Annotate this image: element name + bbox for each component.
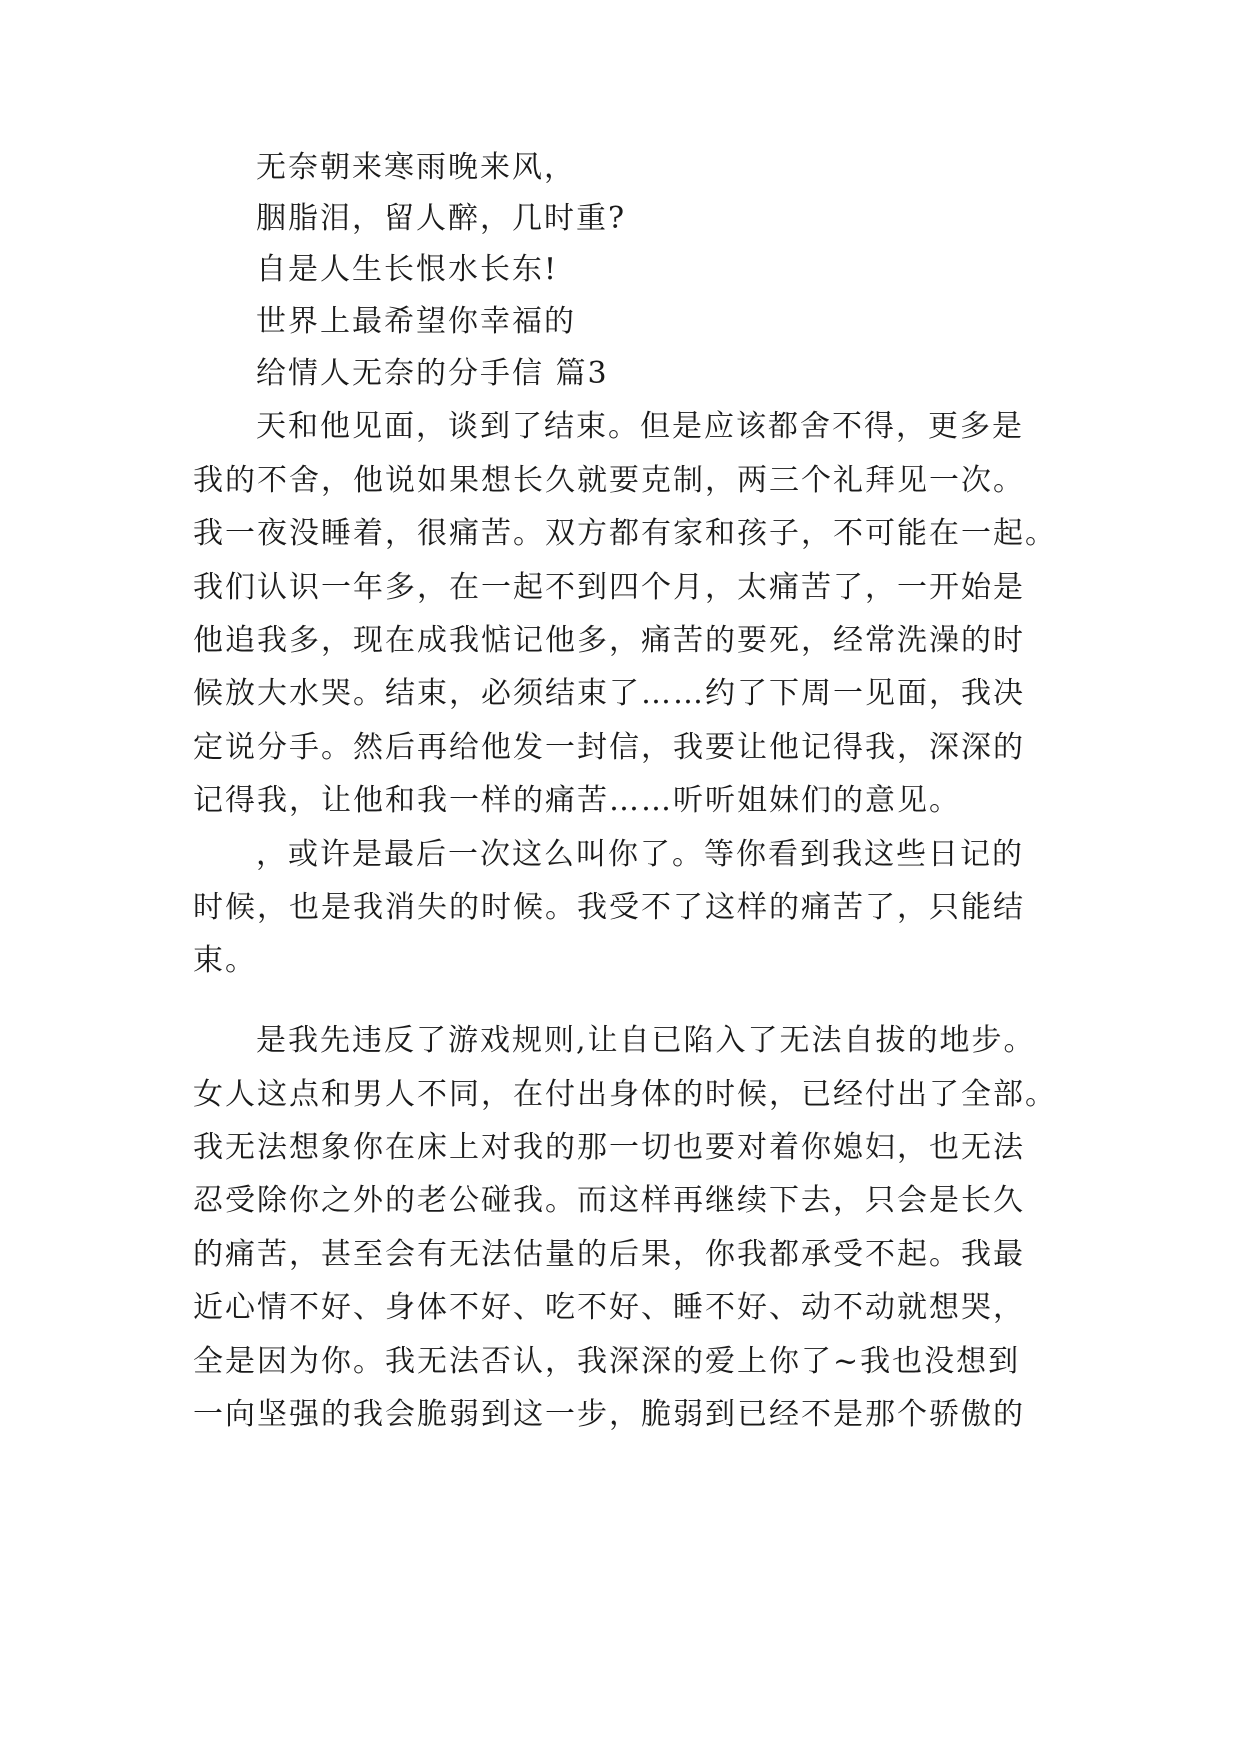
- paragraph-line: 我一夜没睡着，很痛苦。双方都有家和孩子，不可能在一起。: [193, 516, 1057, 551]
- paragraph-line: 我无法想象你在床上对我的那一切也要对着你媳妇，也无法: [193, 1130, 1025, 1165]
- paragraph-line: 我们认识一年多，在一起不到四个月，太痛苦了，一开始是: [193, 570, 1025, 605]
- poem-line: 无奈朝来寒雨晚来风，: [256, 150, 576, 185]
- paragraph-line: 忍受除你之外的老公碰我。而这样再继续下去，只会是长久: [193, 1183, 1025, 1218]
- paragraph-line: 天和他见面，谈到了结束。但是应该都舍不得，更多是: [256, 409, 1024, 444]
- poem-line: 世界上最希望你幸福的: [256, 304, 576, 339]
- section-heading: 给情人无奈的分手信 篇3: [256, 356, 609, 391]
- paragraph-line: 我的不舍，他说如果想长久就要克制，两三个礼拜见一次。: [193, 463, 1025, 498]
- paragraph-line: 束。: [193, 943, 257, 978]
- paragraph-line: 一向坚强的我会脆弱到这一步，脆弱到已经不是那个骄傲的: [193, 1397, 1025, 1432]
- paragraph-line: 定说分手。然后再给他发一封信，我要让他记得我，深深的: [193, 730, 1025, 765]
- paragraph-line: 他追我多，现在成我惦记他多，痛苦的要死，经常洗澡的时: [193, 623, 1025, 658]
- poem-line: 自是人生长恨水长东!: [256, 252, 559, 287]
- paragraph-line: 近心情不好、身体不好、吃不好、睡不好、动不动就想哭，: [193, 1290, 1025, 1325]
- paragraph-line: 候放大水哭。结束，必须结束了……约了下周一见面，我决: [193, 676, 1025, 711]
- paragraph-line: 是我先违反了游戏规则,让自已陷入了无法自拔的地步。: [256, 1023, 1036, 1058]
- paragraph-line: 时候，也是我消失的时候。我受不了这样的痛苦了，只能结: [193, 890, 1025, 925]
- paragraph-line: 全是因为你。我无法否认，我深深的爱上你了~我也没想到: [193, 1344, 1021, 1379]
- paragraph-line: 女人这点和男人不同，在付出身体的时候，已经付出了全部。: [193, 1077, 1057, 1112]
- paragraph-line: ，或许是最后一次这么叫你了。等你看到我这些日记的: [256, 837, 1024, 872]
- paragraph-line: 记得我，让他和我一样的痛苦……听听姐妹们的意见。: [193, 783, 961, 818]
- paragraph-line: 的痛苦，甚至会有无法估量的后果，你我都承受不起。我最: [193, 1237, 1025, 1272]
- poem-line: 胭脂泪，留人醉，几时重?: [256, 201, 627, 236]
